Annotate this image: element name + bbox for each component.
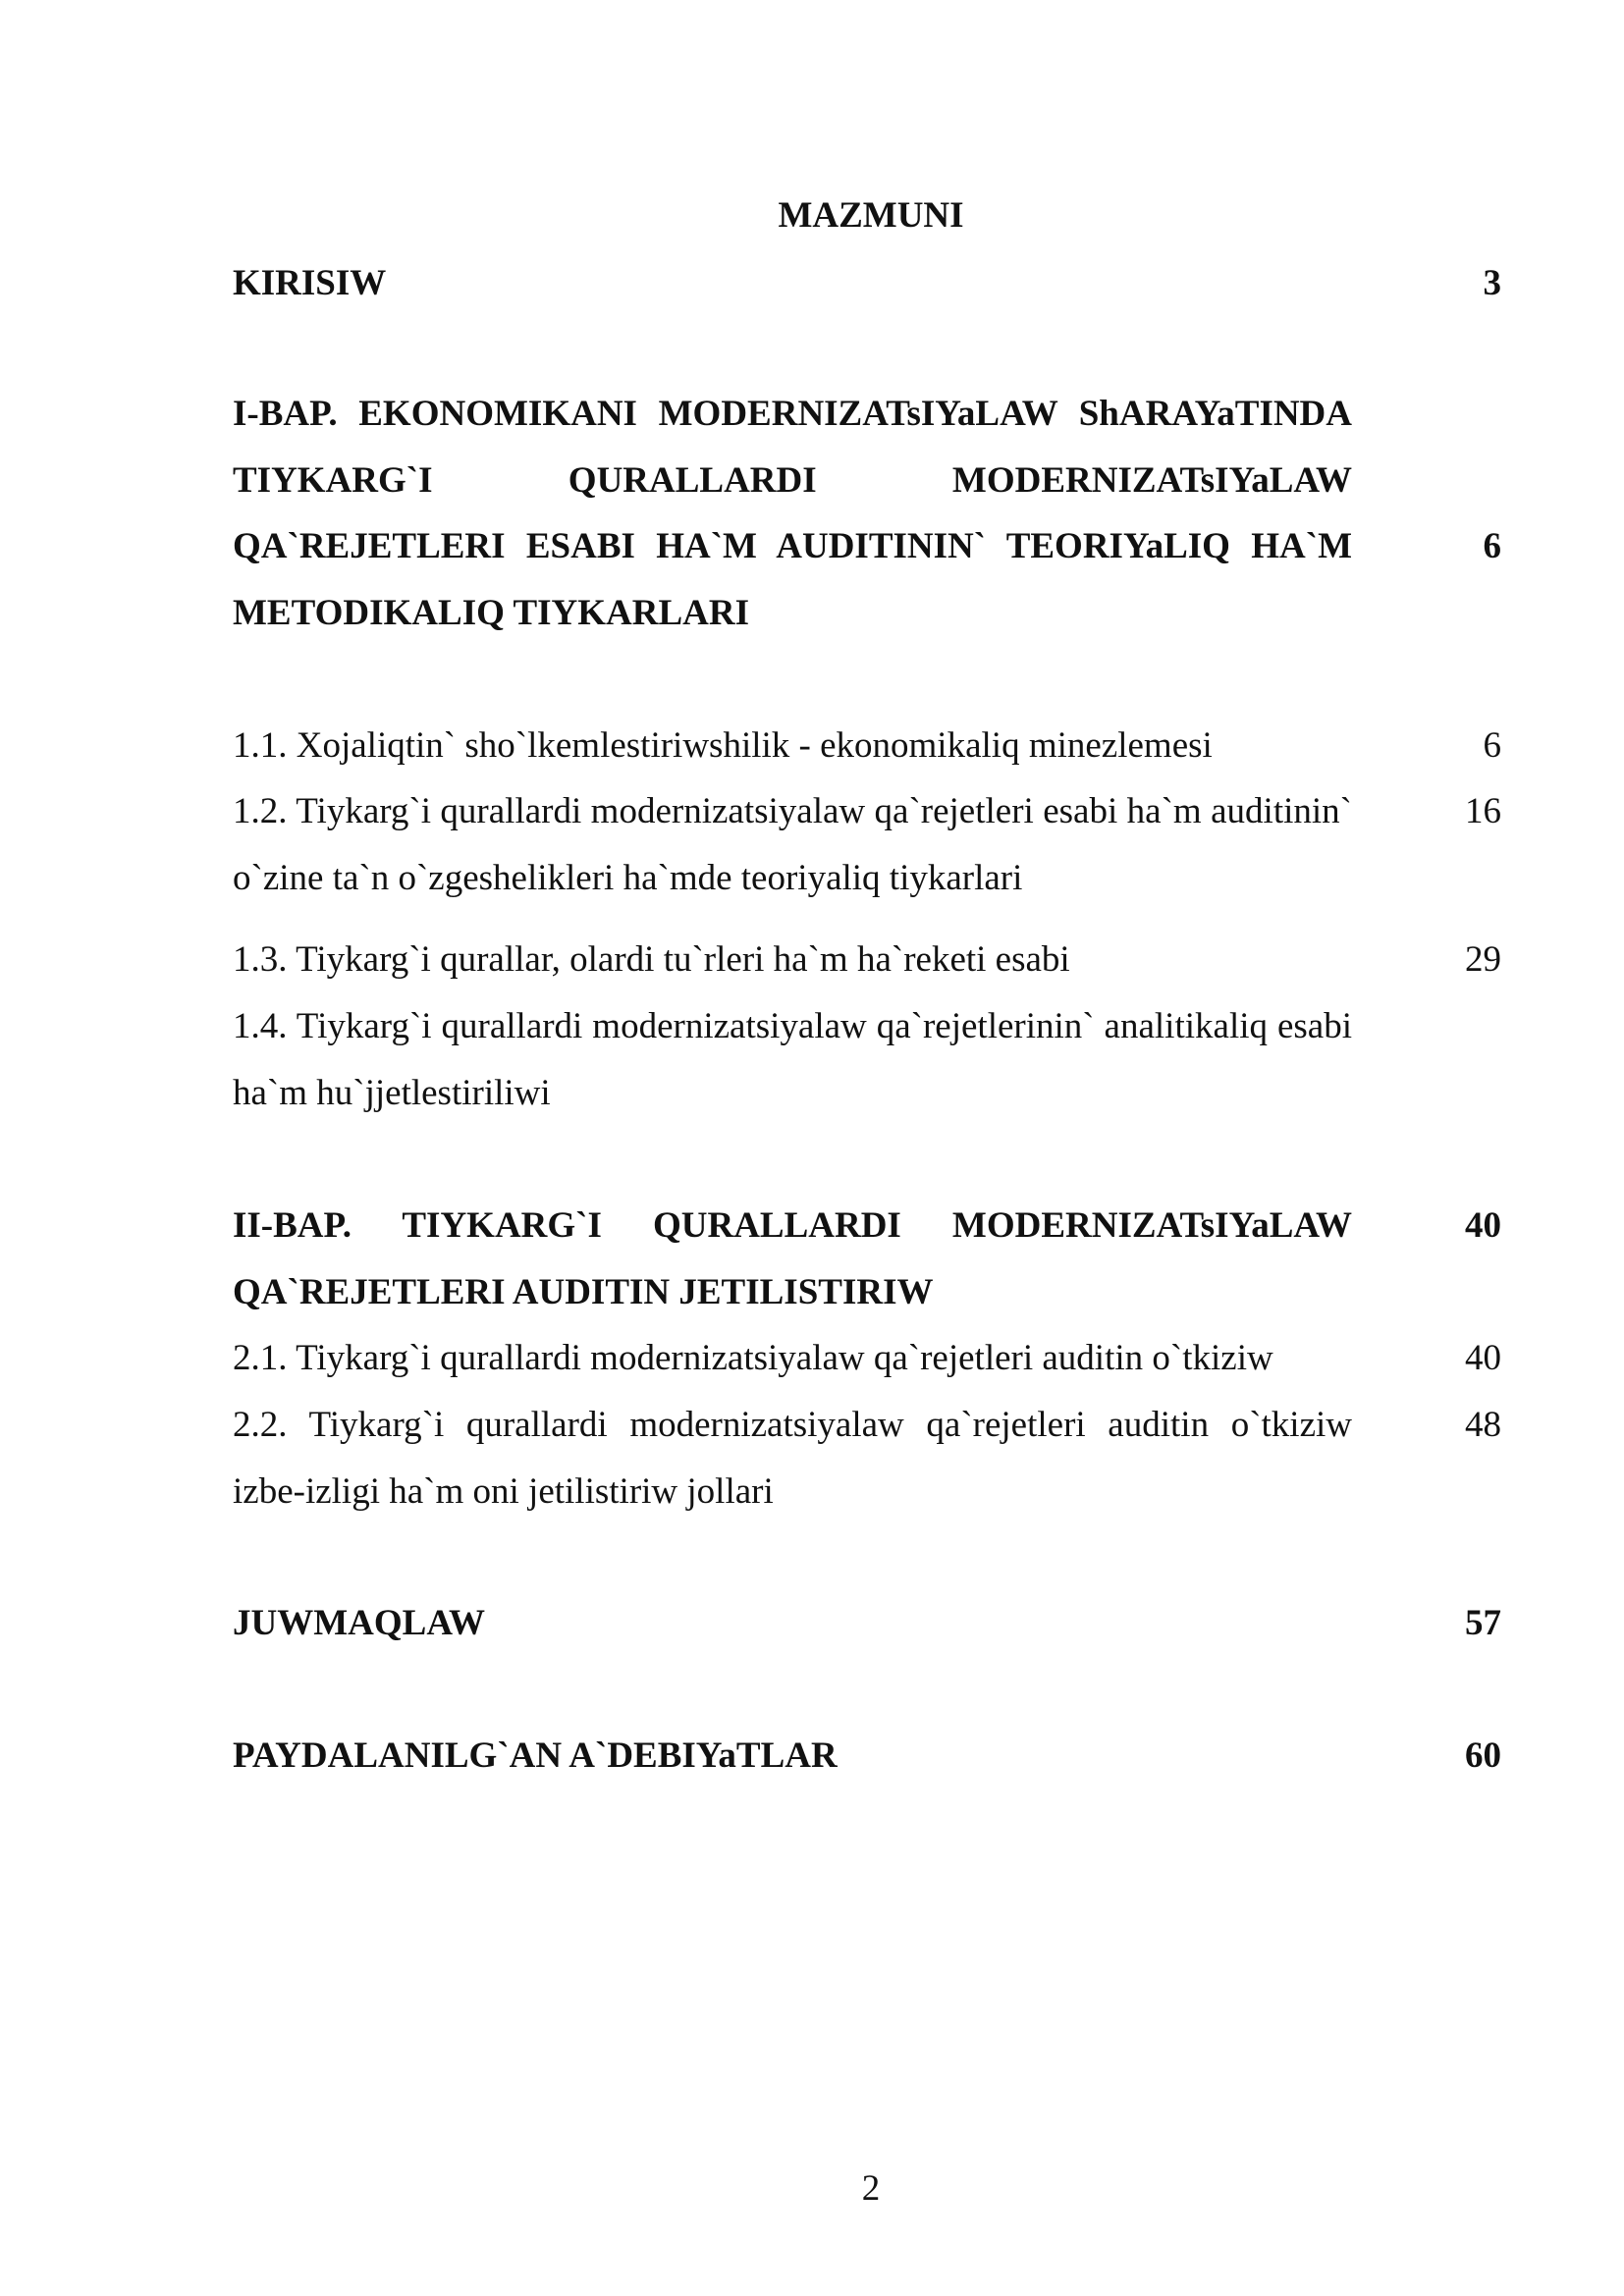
toc-entry-section-1-3 (233, 927, 1501, 993)
toc-entry-conclusion (233, 1590, 1501, 1657)
toc-entry-chapter-1 (233, 381, 1501, 646)
toc-entry-page: 40 (1465, 1338, 1501, 1378)
toc-entry-section-1-1 (233, 713, 1501, 779)
toc-entry-page: 60 (1465, 1735, 1501, 1776)
toc-entry-page: 6 (1483, 526, 1501, 566)
toc-entry-page: 29 (1465, 939, 1501, 980)
toc-entry-text: 2.2. Tiykarg`i qurallardi modernizatsiyalaw qa`rejetleri auditin o`tkiziw izbe-izligi ha`m oni jetilistiriw jollari (233, 1405, 1352, 1512)
toc-entry-page: 40 (1465, 1205, 1501, 1246)
toc-entry-section-2-2 (233, 1392, 1501, 1524)
toc-entry-text: JUWMAQLAW (233, 1603, 485, 1643)
toc-entry-section-1-2 (233, 778, 1501, 911)
toc-entry-section-1-4 (233, 993, 1501, 1126)
toc-entry-text: PAYDALANILG`AN A`DEBIYaTLAR (233, 1735, 838, 1776)
toc-entry-text: 1.3. Tiykarg`i qurallar, olardi tu`rleri ha`m ha`reketi esabi (233, 939, 1070, 980)
page-number: 2 (861, 2168, 881, 2209)
toc-entry-text: 1.1. Xojaliqtin` sho`lkemlestiriwshilik - ekonomikaliq minezlemesi (233, 725, 1213, 766)
toc-entry-text: 1.2. Tiykarg`i qurallardi modernizatsiyalaw qa`rejetleri esabi ha`m auditinin` o`zine ta`n o`zgeshelikleri ha`mde teoriyaliq tiykarlari (233, 791, 1352, 898)
toc-entry-section-2-1 (233, 1325, 1501, 1392)
toc-entry-text: II-BAP. TIYKARG`I QURALLARDI MODERNIZATsIYaLAW QA`REJETLERI AUDITIN JETILISTIRIW (233, 1205, 1352, 1312)
toc-entry-page: 6 (1483, 725, 1501, 766)
toc-entry-page: 48 (1465, 1405, 1501, 1445)
toc-entry-references (233, 1723, 1501, 1789)
toc-title: MAZMUNI (778, 195, 964, 236)
toc-entry-page: 16 (1465, 791, 1501, 831)
toc-entry-text: 1.4. Tiykarg`i qurallardi modernizatsiyalaw qa`rejetlerinin` analitikaliq esabi ha`m hu`jjetlestiriliwi (233, 1006, 1352, 1113)
toc-entry-introduction (233, 250, 1501, 317)
toc-entry-chapter-2 (233, 1193, 1501, 1325)
toc-entry-page: 57 (1465, 1603, 1501, 1643)
toc-entry-text: KIRISIW (233, 263, 387, 303)
toc-entry-text: I-BAP. EKONOMIKANI MODERNIZATsIYaLAW ShARAYaTINDA TIYKARG`I QURALLARDI MODERNIZATsIYaLAW QA`REJETLERI ESABI HA`M AUDITININ` TEORIYaLIQ HA`M METODIKALIQ TIYKARLARI (233, 394, 1352, 633)
toc-entry-page: 3 (1483, 263, 1501, 303)
toc-entry-text: 2.1. Tiykarg`i qurallardi modernizatsiyalaw qa`rejetleri auditin o`tkiziw (233, 1338, 1273, 1378)
